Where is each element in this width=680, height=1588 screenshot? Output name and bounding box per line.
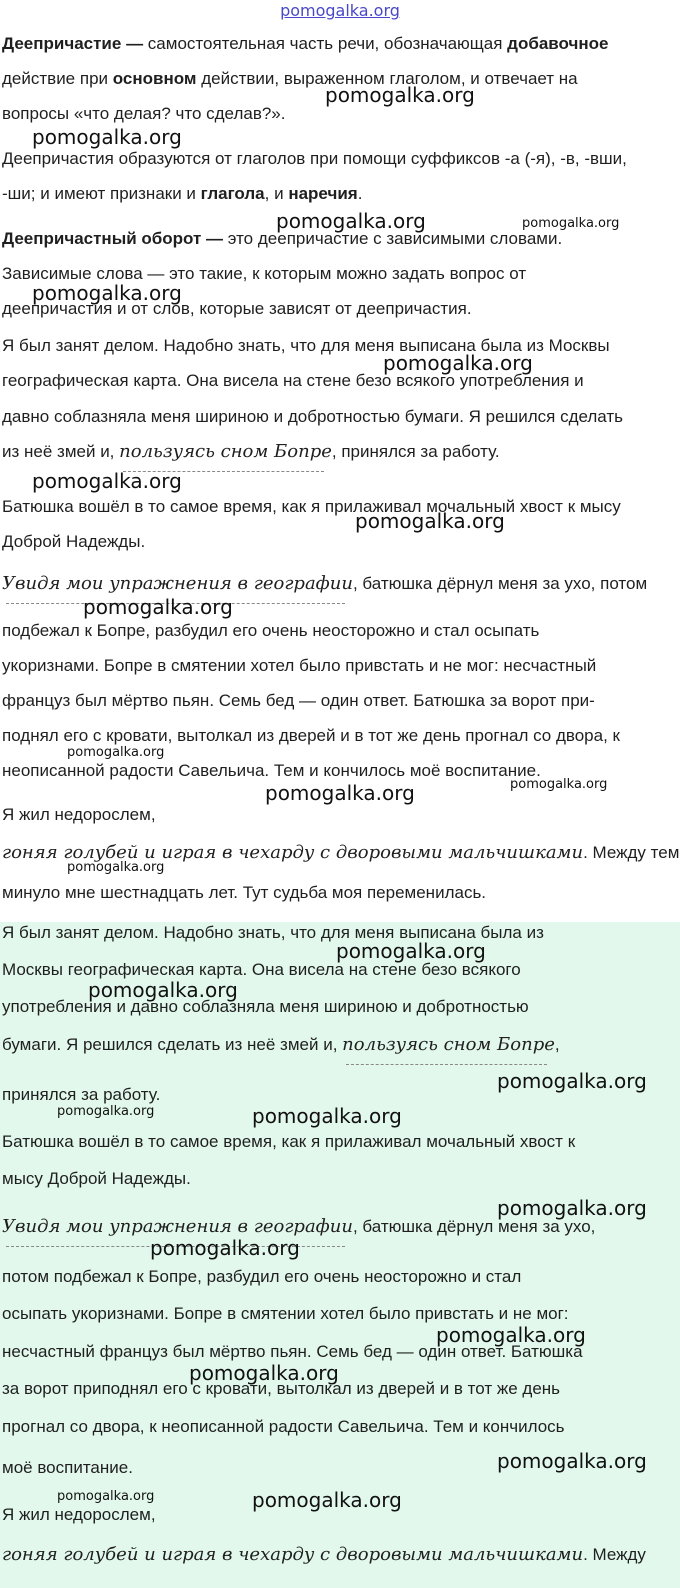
watermark: pomogalka.org (510, 777, 608, 792)
formation-line: -ши; и имеют признаки и глагола, и наречия. (2, 184, 363, 203)
story2-line: моё воспитание. (2, 1458, 133, 1477)
story1-line: минуло мне шестнадцать лет. Тут судьба моя переменилась. (2, 883, 487, 902)
watermark: pomogalka.org (57, 1489, 155, 1504)
watermark: pomogalka.org (57, 1104, 155, 1119)
watermark: pomogalka.org (67, 860, 165, 875)
definition-line: вопросы «что делая? что сделав?». (2, 104, 286, 123)
story1-line: Я жил недорослем, (2, 805, 156, 824)
watermark: pomogalka.org (67, 745, 165, 760)
definition-paragraph: Деепричастие — самостоятельная часть речи, обозначающая добавочное (2, 34, 609, 53)
story1-line: Увидя мои упражнения в географии, батюшка дёрнул меня за ухо, потом (2, 573, 648, 594)
watermark: pomogalka.org (383, 351, 533, 375)
dependent-words-paragraph: Зависимые слова — это такие, к которым можно задать вопрос от (2, 264, 527, 283)
highlighted-phrase: пользуясь сном Бопре (342, 1034, 555, 1055)
story2-line: потом подбежал к Бопре, разбудил его очень неосторожно и стал (2, 1267, 522, 1286)
watermark: pomogalka.org (276, 209, 426, 233)
watermark: pomogalka.org (497, 1196, 647, 1220)
watermark: pomogalka.org (325, 83, 475, 107)
site-link[interactable]: pomogalka.org (280, 1, 400, 20)
watermark: pomogalka.org (265, 781, 415, 805)
story1-line: француз был мёртво пьян. Семь бед — один ответ. Батюшка за ворот при- (2, 691, 595, 710)
highlighted-phrase: Увидя мои упражнения в географии (2, 1216, 353, 1237)
highlighted-phrase: гоняя голубей и играя в чехарду с дворовыми мальчишками (2, 1544, 584, 1565)
highlighted-phrase: пользуясь сном Бопре (119, 441, 332, 462)
dependent-words-line: деепричастия и от слов, которые зависят от деепричастия. (2, 299, 472, 318)
formation-paragraph: Деепричастия образуются от глаголов при помощи суффиксов -а (-я), -в, -вши, (2, 149, 627, 168)
watermark: pomogalka.org (522, 216, 620, 231)
story2-line: мысу Доброй Надежды. (2, 1169, 191, 1188)
watermark: pomogalka.org (252, 1104, 402, 1128)
watermark: pomogalka.org (497, 1449, 647, 1473)
watermark: pomogalka.org (189, 1361, 339, 1385)
story1-line: из неё змей и, пользуясь сном Бопре, принялся за работу. (2, 441, 500, 462)
story1-line: Доброй Надежды. (2, 532, 146, 551)
watermark: pomogalka.org (150, 1236, 300, 1260)
story1-line: укоризнами. Бопре в смятении хотел было привстать и не мог: несчастный (2, 656, 597, 675)
story2-line: Москвы географическая карта. Она висела на стене безо всякого (2, 960, 521, 979)
watermark: pomogalka.org (336, 939, 486, 963)
watermark: pomogalka.org (32, 281, 182, 305)
highlighted-phrase: гоняя голубей и играя в чехарду с дворовыми мальчишками (2, 842, 584, 863)
story1-line: неописанной радости Савельича. Тем и кончилось моё воспитание. (2, 761, 541, 780)
watermark: pomogalka.org (252, 1488, 402, 1512)
story2-line: Я жил недорослем, (2, 1505, 156, 1524)
participle-phrase-definition: Деепричастный оборот — это деепричастие с зависимыми словами. (2, 229, 563, 248)
story2-line: прогнал со двора, к неописанной радости Савельича. Тем и кончилось (2, 1417, 565, 1436)
story2-line: Я был занят делом. Надобно знать, что для меня выписана была из (2, 923, 544, 942)
story1-line: гоняя голубей и играя в чехарду с дворовыми мальчишками. Между тем (2, 842, 680, 863)
story2-line: употребления и давно соблазняла меня шириною и добротностью (2, 997, 529, 1016)
story1-line: поднял его с кровати, вытолкал из дверей и в тот же день прогнал со двора, к (2, 726, 620, 745)
watermark: pomogalka.org (88, 978, 238, 1002)
story2-line: несчастный француз был мёртво пьян. Семь бед — один ответ. Батюшка (2, 1342, 583, 1361)
watermark: pomogalka.org (32, 469, 182, 493)
story2-line: Батюшка вошёл в то самое время, как я прилаживал мочальный хвост к (2, 1132, 576, 1151)
story1-line: давно соблазняла меня шириною и добротностью бумаги. Я решился сделать (2, 407, 624, 426)
story1-line: Я был занят делом. Надобно знать, что для меня выписана была из Москвы (2, 336, 610, 355)
story2-line: Увидя мои упражнения в географии, батюшка дёрнул меня за ухо, (2, 1216, 596, 1237)
watermark: pomogalka.org (32, 125, 182, 149)
story2-line: за ворот приподнял его с кровати, вытолкал из дверей и в тот же день (2, 1379, 561, 1398)
story1-line: Батюшка вошёл в то самое время, как я прилаживал мочальный хвост к мысу (2, 497, 621, 516)
watermark: pomogalka.org (436, 1323, 586, 1347)
watermark: pomogalka.org (355, 509, 505, 533)
definition-line: действие при основном действии, выраженном глаголом, и отвечает на (2, 69, 578, 88)
highlighted-phrase: Увидя мои упражнения в географии (2, 573, 353, 594)
story1-line: подбежал к Бопре, разбудил его очень неосторожно и стал осыпать (2, 621, 540, 640)
story2-line: принялся за работу. (2, 1085, 161, 1104)
watermark: pomogalka.org (497, 1069, 647, 1093)
story2-line: бумаги. Я решился сделать из неё змей и, пользуясь сном Бопре, (2, 1034, 560, 1055)
story2-line: осыпать укоризнами. Бопре в смятении хотел было привстать и не мог: (2, 1304, 569, 1323)
story1-line: географическая карта. Она висела на стене безо всякого употребления и (2, 371, 584, 390)
watermark: pomogalka.org (83, 595, 233, 619)
story2-line: гоняя голубей и играя в чехарду с дворовыми мальчишками. Между (2, 1544, 646, 1565)
